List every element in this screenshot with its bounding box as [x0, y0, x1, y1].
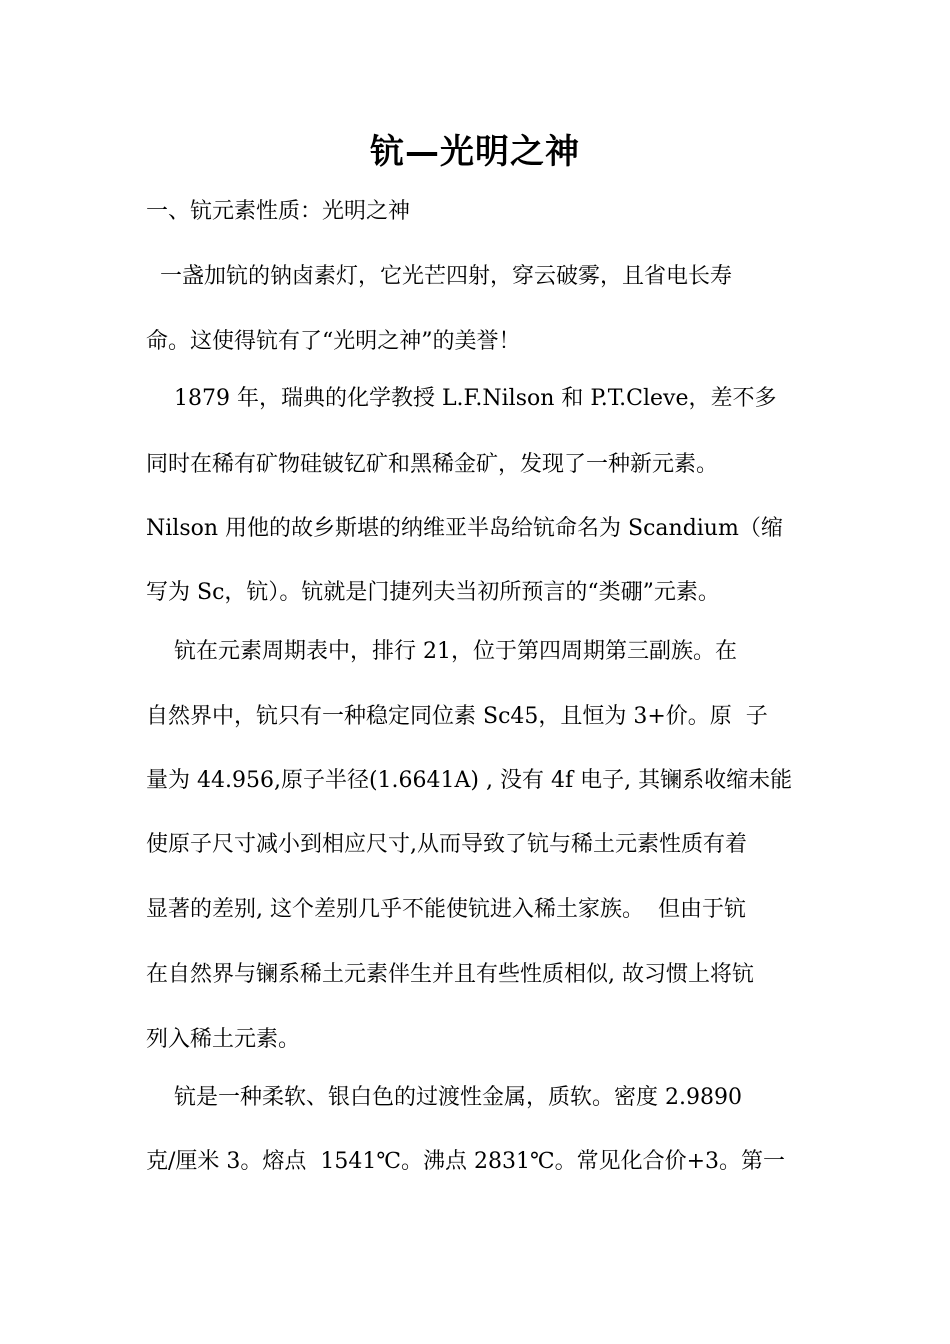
paragraph-line: 钪是一种柔软、银白色的过渡性金属，质软。密度 2.9890 [146, 1085, 742, 1110]
paragraph-line: 在自然界与镧系稀土元素伴生并且有些性质相似, 故习惯上将钪 [146, 962, 754, 987]
paragraph-line: 量为 44.956,原子半径(1.6641A) , 没有 4f 电子, 其镧系收缩未能 [146, 768, 793, 793]
paragraph-line: 一盏加钪的钠卤素灯，它光芒四射，穿云破雾，且省电长寿 [146, 264, 732, 289]
paragraph-line: 钪在元素周期表中，排行 21，位于第四周期第三副族。在 [146, 639, 737, 664]
paragraph-line: 使原子尺寸减小到相应尺寸,从而导致了钪与稀土元素性质有着 [146, 832, 747, 857]
paragraph-line: 写为 Sc，钪）。钪就是门捷列夫当初所预言的“类硼”元素。 [146, 580, 720, 605]
paragraph-line: 列入稀土元素。 [146, 1027, 301, 1052]
paragraph-line: Nilson 用他的故乡斯堪的纳维亚半岛给钪命名为 Scandium（缩 [146, 516, 783, 541]
paragraph-line: 命。这使得钪有了“光明之神”的美誉！ [146, 329, 521, 354]
section-heading: 一、钪元素性质：光明之神 [146, 199, 411, 224]
page-title: 钪—光明之神 [370, 132, 580, 172]
paragraph-line: 同时在稀有矿物硅铍钇矿和黑稀金矿，发现了一种新元素。 [146, 452, 719, 477]
paragraph-line: 显著的差别, 这个差别几乎不能使钪进入稀土家族。 但由于钪 [146, 897, 746, 922]
paragraph-line: 克/厘米 3。熔点 1541℃。沸点 2831℃。常见化合价+3。第一 [146, 1149, 786, 1174]
paragraph-line: 自然界中，钪只有一种稳定同位素 Sc45，且恒为 3+价。原 子 [146, 704, 768, 729]
paragraph-line: 1879 年，瑞典的化学教授 L.F.Nilson 和 P.T.Cleve，差不多 [146, 386, 777, 411]
